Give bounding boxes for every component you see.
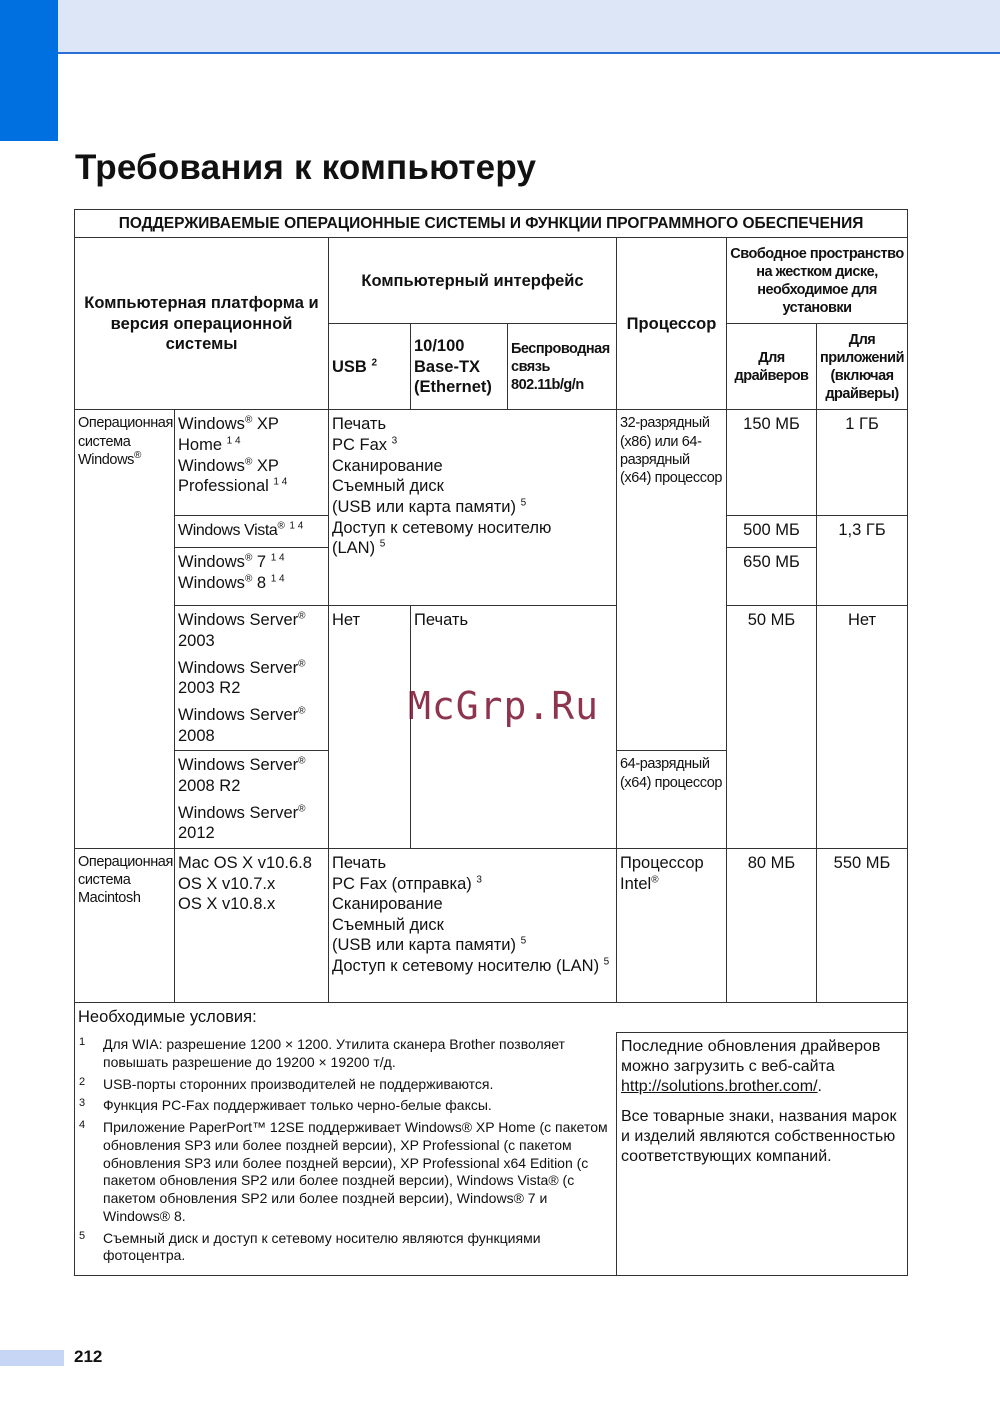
header-wireless: Беспроводная связь 802.11b/g/n [508,324,617,410]
mac-cpu: Процессор Intel® [617,848,727,1002]
os-windows-server-2003-2008: Windows Server® 2003 Windows Server® 2003 R2 Windows Server® 2008 [175,606,329,751]
os-label-windows: Операционная система Windows® [75,410,175,849]
server-network-functions: Печать [411,606,617,849]
footnote-text: Приложение PaperPort™ 12SE поддерживает Windows® XP Home (с пакетом обновления SP3 или более поздней версии), XP Professional (с пакетом обновления SP3 или более поздней версии), XP Professional x64 Edition (с пакетом обновления SP2 или более поздней версии), Windows Vista® (с пакетом обновления SP2 или более поздней версии), Windows® 7 и Windows® 8. [103,1119,608,1224]
footnote-number: 5 [79,1229,86,1242]
windows-functions: Печать PC Fax $^3$ Сканирование Съемный диск (USB или карта памяти) $^5$ Доступ к сетевому носителю (LAN) $^5$ [329,410,617,606]
footer-band [0,1350,64,1366]
mac-functions: Печать PC Fax (отправка) $^3$ Сканирование Съемный диск (USB или карта памяти) $^5$ Доступ к сетевому носителю (LAN) $^5$ [329,848,617,1002]
footnote-text: Съемный диск и доступ к сетевому носителю являются функциями фотоцентра. [103,1229,541,1264]
os-windows-vista: Windows Vista® $^{1 4}$ [175,516,329,548]
footnote-item [79,1076,610,1094]
cpu-64: 64-разрядный (x64) процессор [617,751,727,849]
header-disk-space: Свободное пространство на жестком диске, необходимое для установки [727,238,908,324]
top-band [0,0,1000,52]
brother-solutions-link[interactable]: http://solutions.brother.com/ [621,1077,818,1095]
footnote-text: USB-порты сторонних производителей не поддерживаются. [103,1075,494,1092]
header-apps: Для приложений (включая драйверы) [817,324,908,410]
mac-drivers-space: 80 МБ [727,848,817,1002]
os-windows-server-2008r2-2012: Windows Server® 2008 R2 Windows Server® 2012 [175,751,329,849]
footnote-item [79,1230,610,1266]
cpu-32-64: 32-разрядный (x86) или 64-разрядный (x64) процессор [617,410,727,751]
mac-apps-space: 550 МБ [817,848,908,1002]
header-usb: USB $^2$ [329,324,411,410]
server-apps-space: Нет [817,606,908,849]
top-band-line [58,52,1000,54]
server-drivers-space: 50 МБ [727,606,817,849]
page-title: Требования к компьютеру [75,148,537,187]
os-windows-7-8: Windows® 7 $^{1 4}$ Windows® 8 $^{1 4}$ [175,548,329,606]
footnote-number: 3 [79,1097,86,1110]
updates-note: Последние обновления драйверов можно загрузить с веб-сайта http://solutions.brother.com/. [621,1037,881,1095]
footnote-number: 2 [79,1075,86,1088]
footnote-number: 1 [79,1036,86,1048]
os-label-macintosh: Операционная система Macintosh [75,848,175,1002]
footnote-item [79,1036,610,1072]
xp-apps-space: 1 ГБ [817,410,908,516]
table-caption: ПОДДЕРЖИВАЕМЫЕ ОПЕРАЦИОННЫЕ СИСТЕМЫ И ФУНКЦИИ ПРОГРАММНОГО ОБЕСПЕЧЕНИЯ [75,210,908,238]
page-number: 212 [74,1347,103,1366]
footnote-item [79,1119,610,1226]
win78-drivers-space: 650 МБ [727,548,817,606]
xp-drivers-space: 150 МБ [727,410,817,516]
os-windows-xp: Windows® XP Home $^{1 4}$ Windows® XP Professional $^{1 4}$ [175,410,329,516]
footnote-item [79,1097,610,1115]
server-usb-support: Нет [329,606,411,849]
header-platform: Компьютерная платформа и версия операционной системы [75,238,329,410]
os-mac-versions: Mac OS X v10.6.8 OS X v10.7.x OS X v10.8.x [175,848,329,1002]
vista-drivers-space: 500 МБ [727,516,817,548]
chapter-tab [0,0,58,141]
header-ethernet: 10/100 Base-TX (Ethernet) [411,324,508,410]
watermark: McGrp.Ru [408,684,600,728]
header-cpu: Процессор [617,238,727,410]
footnotes [75,1032,617,1276]
notes-panel [617,1032,908,1276]
header-interface: Компьютерный интерфейс [329,238,617,324]
header-drivers: Для драйверов [727,324,817,410]
footnote-number: 4 [79,1119,86,1132]
requirements-table [74,209,908,1276]
vista-apps-space: 1,3 ГБ [817,516,908,606]
footnote-text: Функция PC-Fax поддерживает только черно-белые факсы. [103,1097,492,1114]
conditions-label: Необходимые условия: [75,1002,908,1032]
trademarks-note: Все товарные знаки, названия марок и изделий являются собственностью соответствующих компаний. [621,1107,897,1165]
footnote-text: Для WIA: разрешение 1200 × 1200. Утилита сканера Brother позволяет повышать разрешение до 19200 × 19200 т/д. [103,1036,565,1070]
